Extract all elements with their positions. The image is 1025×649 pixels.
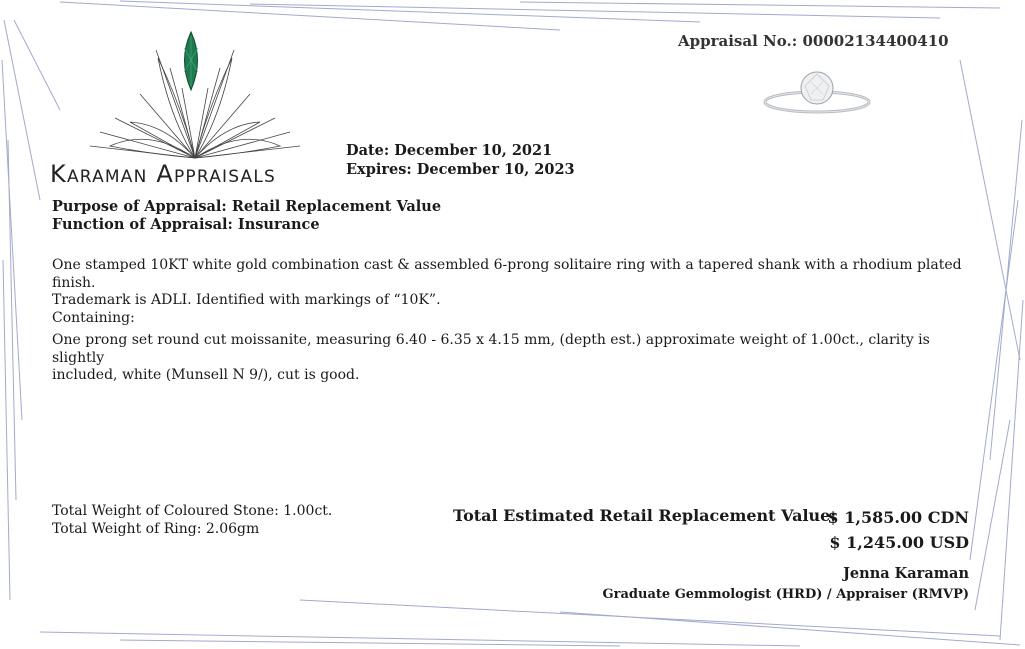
marquise-gem-leaves-icon xyxy=(70,28,320,164)
total-weight-coloured-stone: Total Weight of Coloured Stone: 1.00ct. xyxy=(52,503,333,519)
appraiser-credentials: Graduate Gemmologist (HRD) / Appraiser (RMVP) xyxy=(602,587,969,602)
expiry-date: Expires: December 10, 2023 xyxy=(346,161,575,178)
appraiser-name: Jenna Karaman xyxy=(843,565,969,582)
appraisal-number: Appraisal No.: 00002134400410 xyxy=(678,32,949,50)
function-of-appraisal: Function of Appraisal: Insurance xyxy=(52,216,320,233)
description-line: Containing: xyxy=(52,309,135,326)
stone-line: One prong set round cut moissanite, measuring 6.40 - 6.35 x 4.15 mm, (depth est.) approximate weight of 1.00ct., clarity is slightly xyxy=(52,332,930,366)
valuation-label-text: Total Estimated Retail Replacement Value: xyxy=(453,506,837,525)
valuation-usd: $ 1,245.00 USD xyxy=(829,533,969,552)
stone-description xyxy=(52,332,952,385)
brand-name: Karaman Appraisals xyxy=(50,160,277,188)
purpose-of-appraisal: Purpose of Appraisal: Retail Replacement Value xyxy=(52,198,442,215)
description-line: Trademark is ADLI. Identified with markings of “10K”. xyxy=(52,292,441,308)
ring-description xyxy=(52,257,972,327)
valuation-cdn: $ 1,585.00 CDN xyxy=(827,508,969,527)
description-line: One stamped 10KT white gold combination cast & assembled 6-prong solitaire ring with a tapered shank with a rhodium plated finish. xyxy=(52,257,962,291)
appraisal-date: Date: December 10, 2021 xyxy=(346,142,553,159)
valuation-label xyxy=(453,506,836,525)
total-weight-ring: Total Weight of Ring: 2.06gm xyxy=(52,521,260,537)
stone-line: included, white (Munsell N 9/), cut is good. xyxy=(52,367,360,383)
solitaire-ring-icon xyxy=(755,62,880,132)
